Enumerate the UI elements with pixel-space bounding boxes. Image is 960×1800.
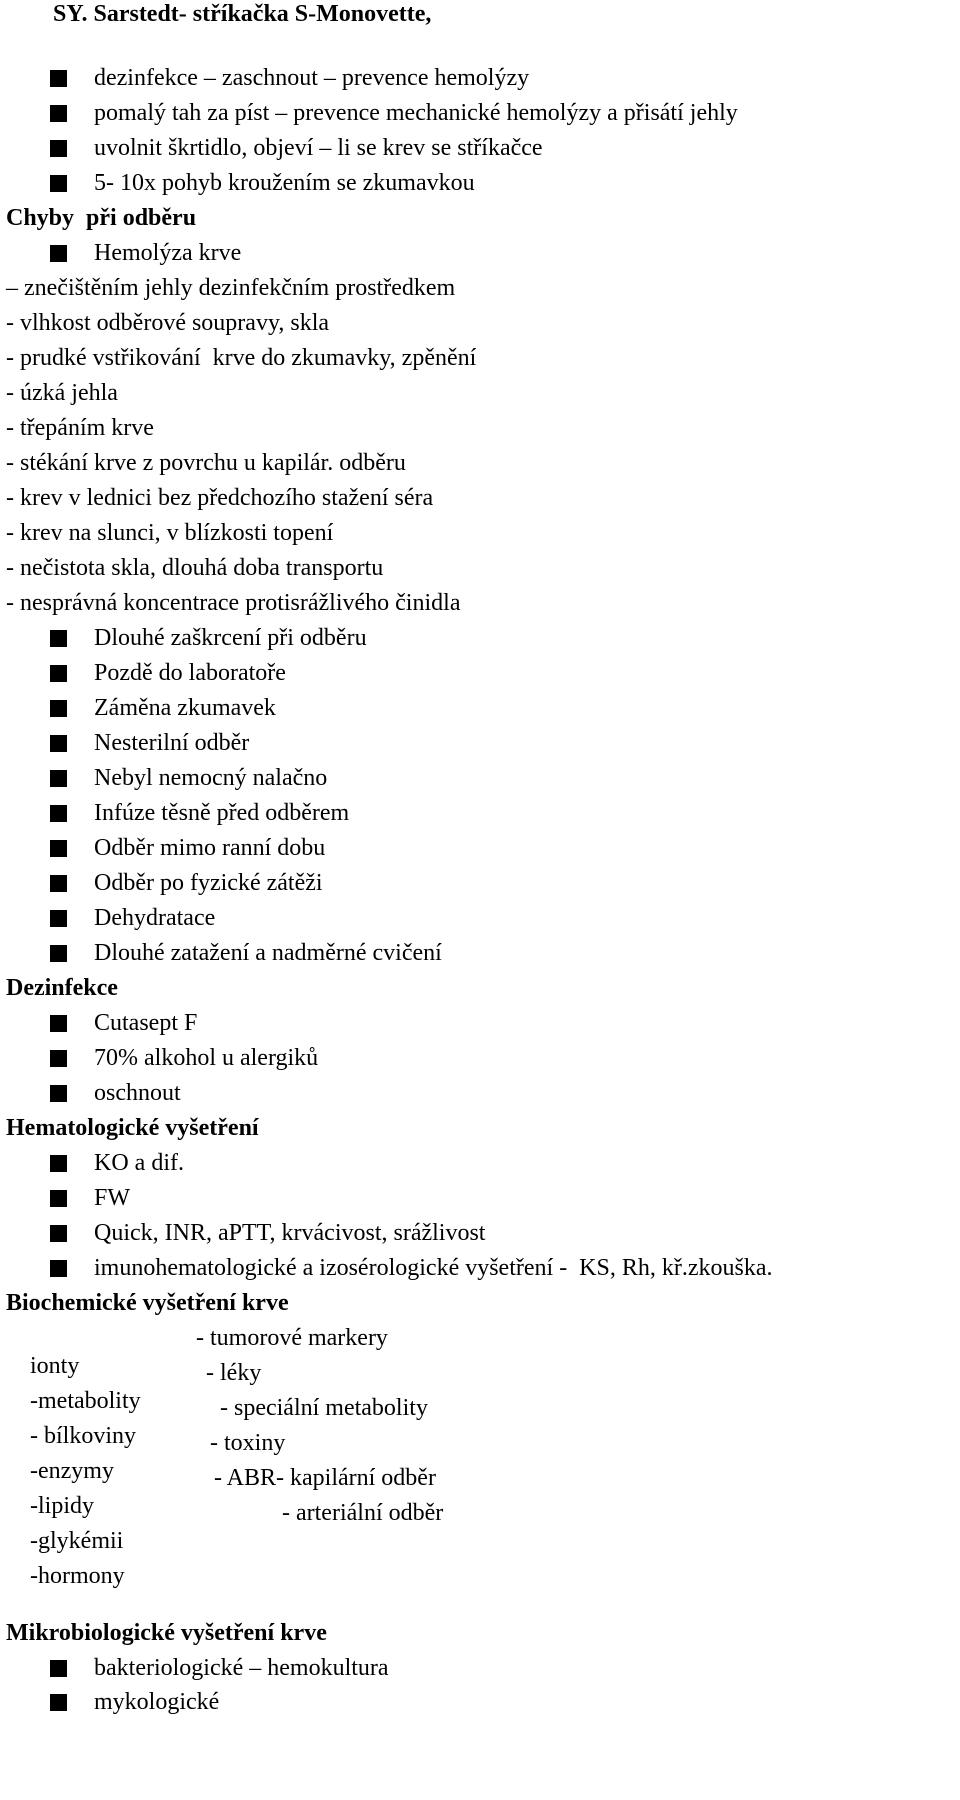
list-item: bakteriologické – hemokultura <box>50 1654 74 1682</box>
section-heading-biochemicke: Biochemické vyšetření krve <box>6 1290 289 1316</box>
bullet-square-icon <box>50 630 67 647</box>
text-line: - vlhkost odběrové soupravy, skla <box>6 310 330 336</box>
table-row <box>6 1359 262 1414</box>
bullet-square-icon <box>50 140 67 157</box>
biochem-left: - bílkoviny <box>30 1423 136 1449</box>
table-row <box>6 1429 286 1484</box>
list-item: 70% alkohol u alergiků <box>50 1044 74 1072</box>
text-line: - stékání krve z povrchu u kapilár. odběru <box>6 450 406 476</box>
biochem-left: -metabolity <box>30 1388 141 1414</box>
bullet-square-icon <box>50 1190 67 1207</box>
biochem-left: -lipidy <box>30 1493 94 1519</box>
biochem-right: - tumorové markery <box>196 1325 388 1351</box>
bullet-square-icon <box>50 70 67 87</box>
biochem-left: ionty <box>30 1353 80 1379</box>
text-line: - nesprávná koncentrace protisrážlivého činidla <box>6 590 461 616</box>
bullet-square-icon <box>50 805 67 822</box>
text-line: - prudké vstřikování krve do zkumavky, zpěnění <box>6 345 477 371</box>
biochem-right: - toxiny <box>210 1430 286 1456</box>
text-line: - krev v lednici bez předchozího stažení séra <box>6 485 434 511</box>
biochem-left: -hormony <box>30 1563 125 1589</box>
list-item: uvolnit škrtidlo, objeví – li se krev se stříkačce <box>50 134 74 162</box>
bullet-square-icon <box>50 1015 67 1032</box>
list-item: Odběr po fyzické zátěži <box>50 869 74 897</box>
list-item: oschnout <box>50 1079 74 1107</box>
section-heading-hematologicke: Hematologické vyšetření <box>6 1115 259 1141</box>
list-item: imunohematologické a izosérologické vyšetření - KS, Rh, kř.zkouška. <box>50 1254 74 1282</box>
list-item: Infúze těsně před odběrem <box>50 799 74 827</box>
text-line: - třepáním krve <box>6 415 154 441</box>
bullet-square-icon <box>50 840 67 857</box>
page-title: SY. Sarstedt- stříkačka S-Monovette, <box>53 1 432 27</box>
list-item: FW <box>50 1184 74 1212</box>
biochem-right: - ABR- kapilární odběr <box>214 1465 436 1491</box>
list-item: Dehydratace <box>50 904 74 932</box>
biochem-right: - arteriální odběr <box>282 1500 444 1526</box>
text-line: - krev na slunci, v blízkosti topení <box>6 520 334 546</box>
list-item: KO a dif. <box>50 1149 74 1177</box>
list-item: dezinfekce – zaschnout – prevence hemolýzy <box>50 64 74 92</box>
list-item: Nesterilní odběr <box>50 729 74 757</box>
text-line: - nečistota skla, dlouhá doba transportu <box>6 555 384 581</box>
bullet-square-icon <box>50 1085 67 1102</box>
bullet-square-icon <box>50 175 67 192</box>
list-item: pomalý tah za píst – prevence mechanické hemolýzy a přisátí jehly <box>50 99 74 127</box>
bullet-square-icon <box>50 770 67 787</box>
list-item: 5- 10x pohyb kroužením se zkumavkou <box>50 169 74 197</box>
biochem-left: -glykémii <box>30 1528 124 1554</box>
list-item: Hemolýza krve <box>50 239 74 267</box>
biochem-right: - léky <box>206 1360 262 1386</box>
list-item: Pozdě do laboratoře <box>50 659 74 687</box>
bullet-square-icon <box>50 1260 67 1277</box>
text-line: - úzká jehla <box>6 380 118 406</box>
bullet-square-icon <box>50 1694 67 1711</box>
bullet-square-icon <box>50 245 67 262</box>
bullet-square-icon <box>50 945 67 962</box>
list-item: mykologické <box>50 1688 74 1716</box>
bullet-square-icon <box>50 1155 67 1172</box>
table-row <box>6 1499 444 1554</box>
text-line: – znečištěním jehly dezinfekčním prostředkem <box>6 275 456 301</box>
bullet-square-icon <box>50 1660 67 1677</box>
table-row <box>6 1534 125 1589</box>
list-item: Odběr mimo ranní dobu <box>50 834 74 862</box>
section-heading-chyby: Chyby při odběru <box>6 205 197 231</box>
list-item: Nebyl nemocný nalačno <box>50 764 74 792</box>
list-item: Quick, INR, aPTT, krvácivost, srážlivost <box>50 1219 74 1247</box>
list-item: Dlouhé zatažení a nadměrné cvičení <box>50 939 74 967</box>
bullet-square-icon <box>50 910 67 927</box>
bullet-square-icon <box>50 1050 67 1067</box>
list-item: Cutasept F <box>50 1009 74 1037</box>
bullet-square-icon <box>50 1225 67 1242</box>
section-heading-dezinfekce: Dezinfekce <box>6 975 118 1001</box>
bullet-square-icon <box>50 875 67 892</box>
list-item: Záměna zkumavek <box>50 694 74 722</box>
bullet-square-icon <box>50 105 67 122</box>
biochem-left: -enzymy <box>30 1458 114 1484</box>
section-heading-mikrobiologicke: Mikrobiologické vyšetření krve <box>6 1620 327 1646</box>
bullet-square-icon <box>50 700 67 717</box>
biochem-right: - speciální metabolity <box>220 1395 428 1421</box>
bullet-square-icon <box>50 665 67 682</box>
bullet-square-icon <box>50 735 67 752</box>
list-item: Dlouhé zaškrcení při odběru <box>50 624 74 652</box>
